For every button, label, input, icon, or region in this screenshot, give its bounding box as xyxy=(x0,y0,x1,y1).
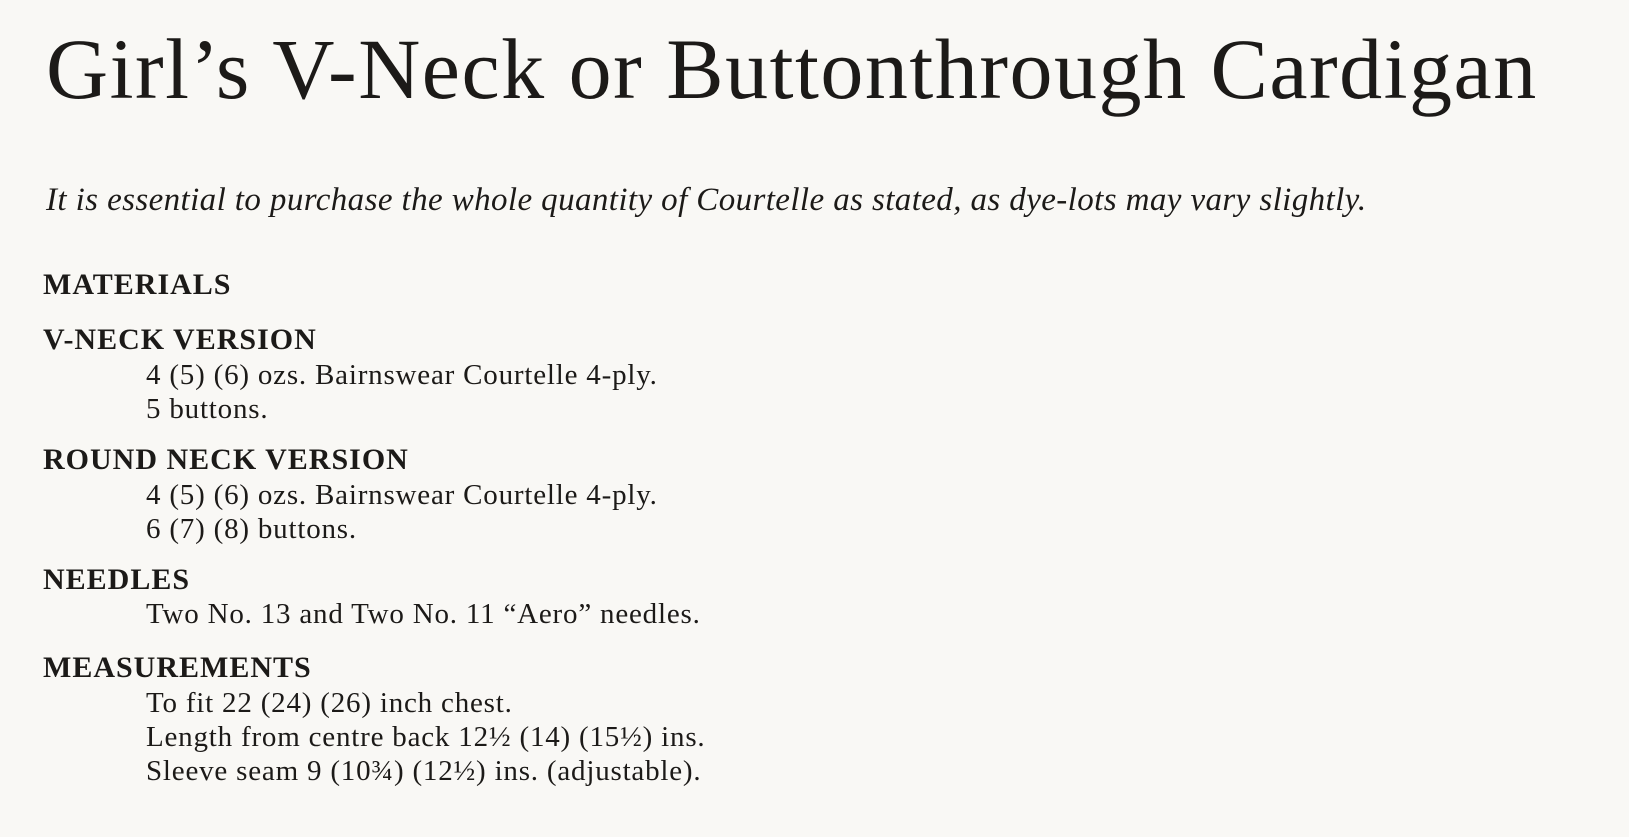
v-neck-materials-list xyxy=(146,358,658,426)
round-neck-heading: ROUND NECK VERSION xyxy=(43,443,409,476)
measurements-heading: MEASUREMENTS xyxy=(43,651,312,684)
page-title: Girl’s V-Neck or Buttonthrough Cardigan xyxy=(46,21,1538,117)
needles-heading: NEEDLES xyxy=(43,563,191,596)
v-neck-yarn-line: 4 (5) (6) ozs. Bairnswear Courtelle 4-ply. xyxy=(146,359,658,391)
round-neck-buttons-line: 6 (7) (8) buttons. xyxy=(146,513,357,545)
round-neck-yarn-line: 4 (5) (6) ozs. Bairnswear Courtelle 4-ply. xyxy=(146,479,658,511)
v-neck-heading: V-NECK VERSION xyxy=(43,323,317,356)
purchase-note: It is essential to purchase the whole quantity of Courtelle as stated, as dye-lots may vary slightly. xyxy=(46,182,1367,218)
sleeve-measurement-line: Sleeve seam 9 (10¾) (12½) ins. (adjustable). xyxy=(146,755,702,787)
needles-list xyxy=(146,597,701,631)
needles-line: Two No. 13 and Two No. 11 “Aero” needles. xyxy=(146,598,701,630)
length-measurement-line: Length from centre back 12½ (14) (15½) ins. xyxy=(146,721,706,753)
measurements-list xyxy=(146,686,705,788)
materials-heading: MATERIALS xyxy=(43,268,232,301)
chest-measurement-line: To fit 22 (24) (26) inch chest. xyxy=(146,687,513,719)
round-neck-materials-list xyxy=(146,478,658,546)
v-neck-buttons-line: 5 buttons. xyxy=(146,393,269,425)
